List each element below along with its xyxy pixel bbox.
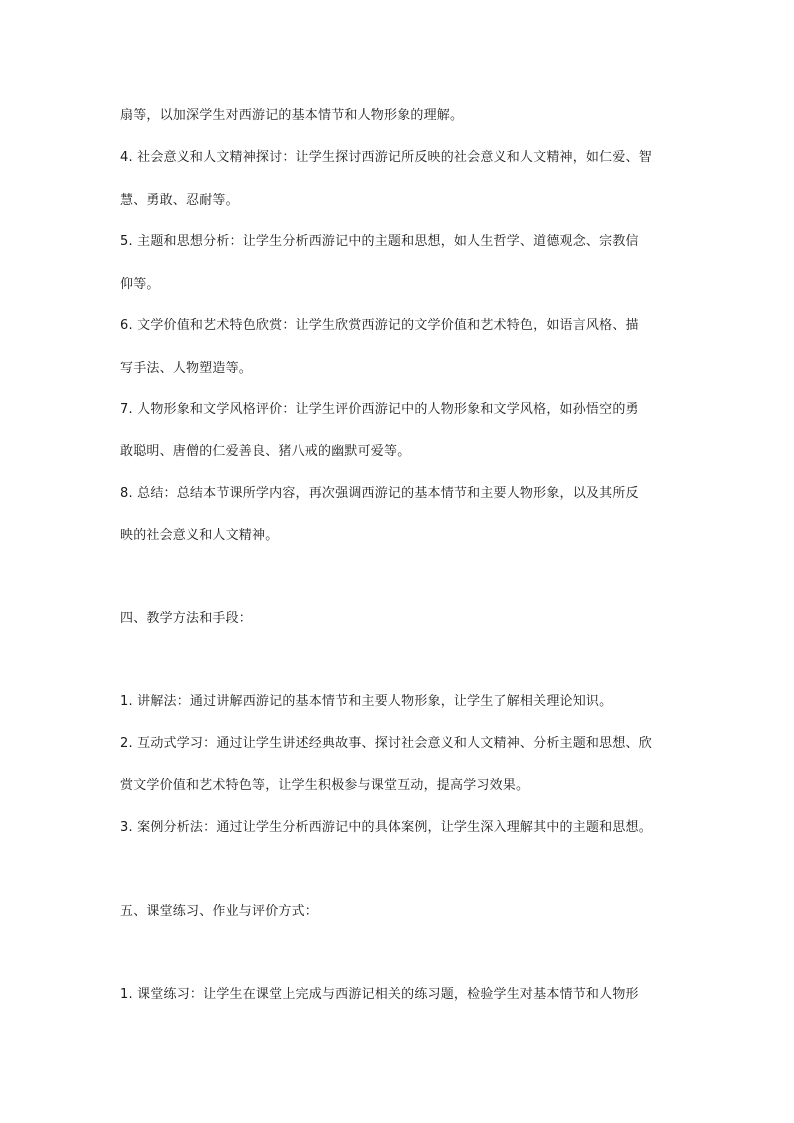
list-item-8: 8. 总结：总结本节课所学内容，再次强调西游记的基本情节和主要人物形象，以及其所反 — [120, 486, 639, 501]
section-heading-4: 四、教学方法和手段： — [120, 611, 253, 626]
list-item-6: 6. 文学价值和艺术特色欣赏：让学生欣赏西游记的文学价值和艺术特色，如语言风格、描 — [120, 318, 639, 333]
text-line: 赏文学价值和艺术特色等，让学生积极参与课堂互动，提高学习效果。 — [120, 778, 530, 793]
text-line: 写手法、人物塑造等。 — [120, 361, 253, 376]
text-line: 仰等。 — [120, 277, 160, 292]
text-line: 敢聪明、唐僧的仁爱善良、猪八戒的幽默可爱等。 — [120, 444, 411, 459]
list-item-1: 1. 课堂练习：让学生在课堂上完成与西游记相关的练习题，检验学生对基本情节和人物形 — [120, 987, 639, 1002]
list-item-4: 4. 社会意义和人文精神探讨：让学生探讨西游记所反映的社会意义和人文精神，如仁爱、智 — [120, 150, 652, 165]
text-line: 扇等，以加深学生对西游记的基本情节和人物形象的理解。 — [120, 108, 464, 123]
list-item-7: 7. 人物形象和文学风格评价：让学生评价西游记中的人物形象和文学风格，如孙悟空的勇 — [120, 402, 639, 417]
text-line: 慧、勇敢、忍耐等。 — [120, 193, 239, 208]
list-item-2: 2. 互动式学习：通过让学生讲述经典故事、探讨社会意义和人文精神、分析主题和思想、欣 — [120, 736, 652, 751]
list-item-3: 3. 案例分析法：通过让学生分析西游记中的具体案例，让学生深入理解其中的主题和思想。 — [120, 820, 652, 835]
text-line: 映的社会意义和人文精神。 — [120, 528, 279, 543]
list-item-5: 5. 主题和思想分析：让学生分析西游记中的主题和思想，如人生哲学、道德观念、宗教信 — [120, 234, 639, 249]
list-item-1: 1. 讲解法：通过讲解西游记的基本情节和主要人物形象，让学生了解相关理论知识。 — [120, 694, 613, 709]
section-heading-5: 五、课堂练习、作业与评价方式： — [120, 904, 319, 919]
